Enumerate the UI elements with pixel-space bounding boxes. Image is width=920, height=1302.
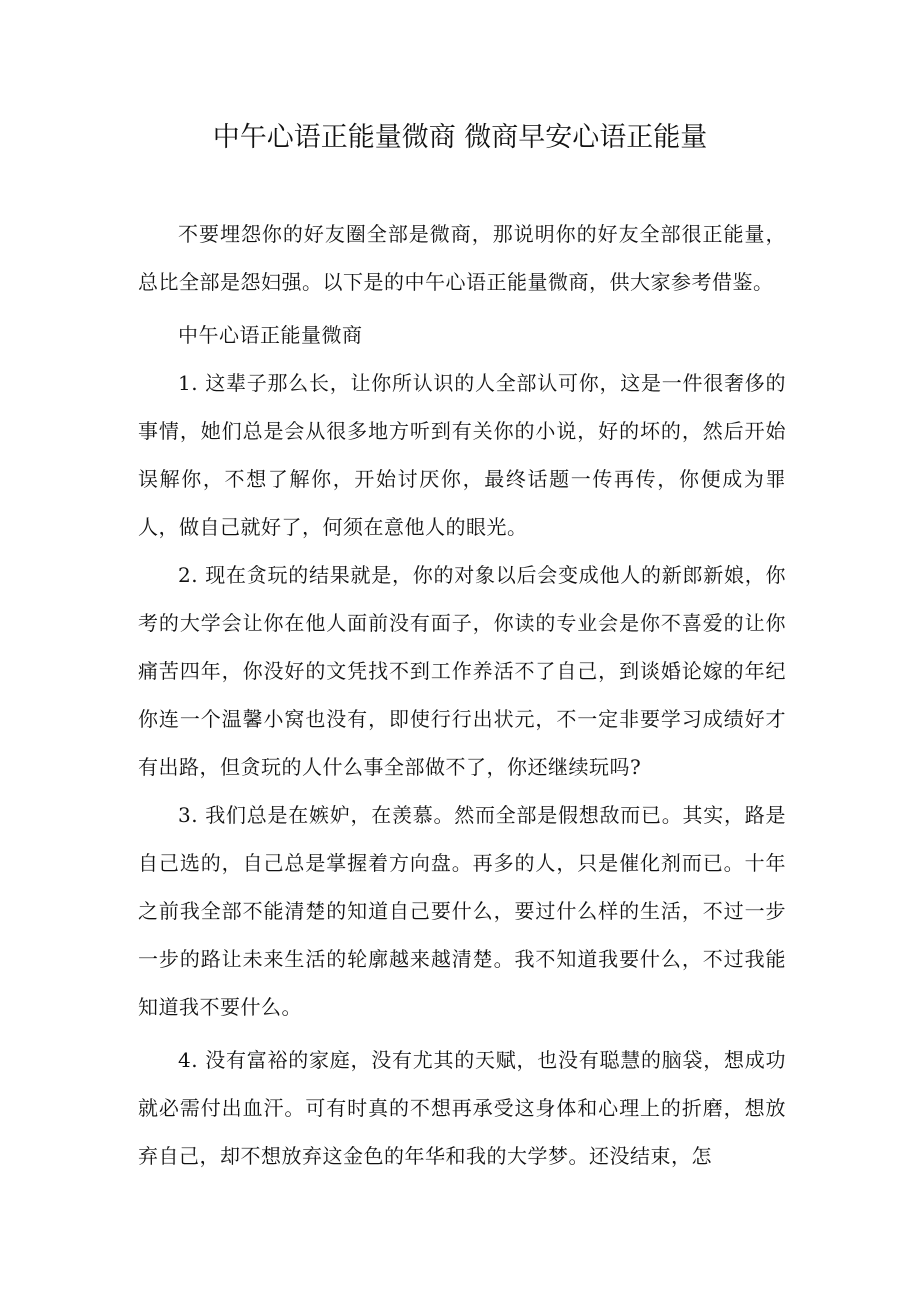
paragraph-1: 1. 这辈子那么长，让你所认识的人全部认可你，这是一件很奢侈的事情，她们总是会从很多地方听到有关你的小说，好的坏的，然后开始误解你，不想了解你，开始讨厌你，最终话题一传再传，你便成为罪人，做自己就好了，何须在意他人的眼光。	[138, 371, 786, 539]
document-body	[138, 210, 786, 1180]
document-title: 中午心语正能量微商 微商早安心语正能量	[212, 122, 708, 153]
paragraph-4: 4. 没有富裕的家庭，没有尤其的天赋，也没有聪慧的脑袋，想成功就必需付出血汗。可有时真的不想再承受这身体和心理上的折磨，想放弃自己，却不想放弃这金色的年华和我的大学梦。还没结束，怎	[138, 1048, 786, 1168]
paragraph-2: 2. 现在贪玩的结果就是，你的对象以后会变成他人的新郎新娘，你考的大学会让你在他人面前没有面子，你读的专业会是你不喜爱的让你痛苦四年，你没好的文凭找不到工作养活不了自己，到谈婚论嫁的年纪你连一个温馨小窝也没有，即使行行出状元，不一定非要学习成绩好才有出路，但贪玩的人什么事全部做不了，你还继续玩吗?	[138, 563, 786, 779]
paragraph-3: 3. 我们总是在嫉妒，在羡慕。然而全部是假想敌而已。其实，路是自己选的，自己总是掌握着方向盘。再多的人，只是催化剂而已。十年之前我全部不能清楚的知道自己要什么，要过什么样的生活，不过一步一步的路让未来生活的轮廓越来越清楚。我不知道我要什么，不过我能知道我不要什么。	[138, 803, 786, 1019]
section-heading: 中午心语正能量微商	[178, 323, 363, 347]
intro-paragraph: 不要埋怨你的好友圈全部是微商，那说明你的好友全部很正能量，总比全部是怨妇强。以下是的中午心语正能量微商，供大家参考借鉴。	[138, 222, 786, 294]
